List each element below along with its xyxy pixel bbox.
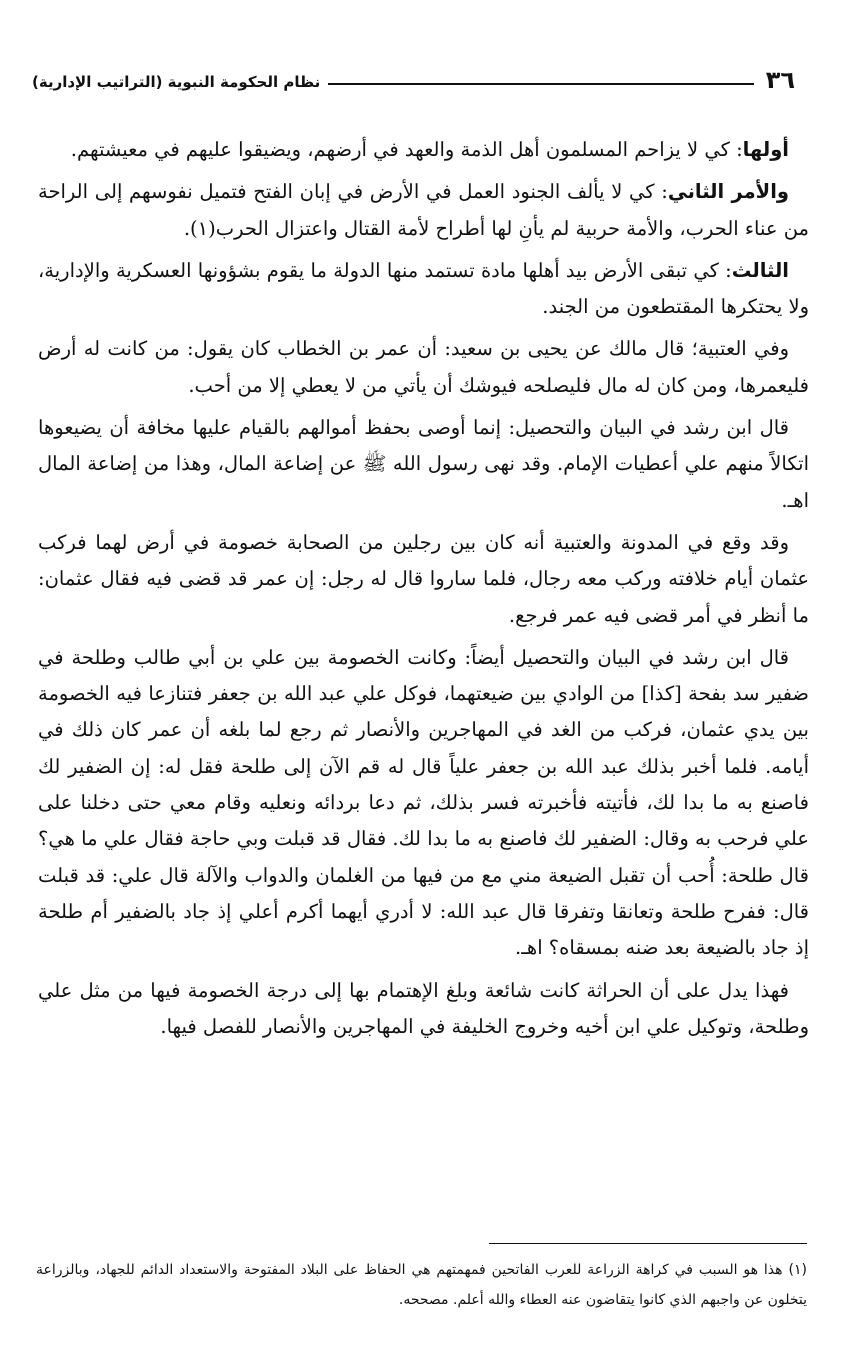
paragraph-text: قال ابن رشد في البيان والتحصيل أيضاً: وكانت الخصومة بين علي بن أبي طالب وطلحة في ضفير سد بفحة [كذا] من الوادي بين ضيعتهما، فوكل علي عبد الله بن جعفر فتنازعا فيه الخصومة بين يدي عثمان، فركب من الغد في المهاجرين والأنصار ثم رجع لما بلغه أن عمر كان ذلك في أيامه. فلما أخبر بذلك عبد الله بن جعفر علياً قال له قم الآن إلى طلحة فقل له: إن الضفير لك فاصنع به ما بدا لك، فأتيته فأخبرته فسر بذلك، ثم دعا بردائه ونعليه وقام معي حتى دخلنا على علي فرحب به وقال: الضفير لك فاصنع به ما بدا لك. فقال قد قبلت وبي حاجة فقال علي ما هي؟ قال طلحة: أُحب أن تقبل الضيعة مني مع من فيها من الغلمان والدواب والآلة قال علي: قد قبلت قال: ففرح طلحة وتعانقا وتفرقا قال عبد الله: لا أدري أيهما أكرم أعلي إذ جاد بالضفير أم طلحة إذ جاد بالضيعة بعد ضنه بمسقاه؟ اهـ. bbox=[38, 645, 809, 960]
paragraph-7 bbox=[38, 640, 809, 967]
paragraph-8 bbox=[38, 973, 809, 1046]
paragraph-4 bbox=[38, 331, 809, 404]
header-rule bbox=[328, 83, 753, 85]
footnote-text: هذا هو السبب في كراهة الزراعة للعرب الفاتحين فمهمتهم هي الحفاظ على البلاد المفتوحة والاستعداد الدائم للجهاد، وبالزراعة يتخلون عن واجبهم الذي كانوا يتقاضون عنه العطاء والله أعلم. مصححه. bbox=[36, 1262, 807, 1308]
paragraph-lead: الثالث bbox=[731, 258, 789, 282]
paragraph-text: فهذا يدل على أن الحراثة كانت شائعة وبلغ الإهتمام بها إلى درجة الخصومة فيها من مثل علي وطلحة، وتوكيل علي ابن أخيه وخروج الخليفة في المهاجرين والأنصار للفصل فيها. bbox=[38, 978, 809, 1038]
page-header bbox=[32, 58, 795, 92]
footnote-marker: (١) bbox=[788, 1262, 807, 1278]
paragraph-lead: أولها bbox=[742, 138, 789, 161]
paragraph-text: وقد وقع في المدونة والعتبية أنه كان بين رجلين من الصحابة خصومة في أرض لهما فركب عثمان أيام خلافته وركب معه رجال، فلما ساروا قال له رجل: إن عمر قد قضى فيه فقال عثمان: ما أنظر في أمر قضى فيه عمر فرجع. bbox=[38, 530, 809, 627]
paragraph-text: : كي لا يألف الجنود العمل في الأرض في إبان الفتح فتميل نفوسهم إلى الراحة من عناء الحرب، والأمة حربية لم يأنِ لها أطراح لأمة القتال واعتزال الحرب(١). bbox=[38, 180, 809, 240]
footnotes bbox=[36, 1255, 807, 1315]
footnote-separator bbox=[489, 1243, 807, 1244]
paragraph-text: : كي تبقى الأرض بيد أهلها مادة تستمد منها الدولة ما يقوم بشؤونها العسكرية والإدارية، ولا يحتكرها المقتطعون من الجند. bbox=[38, 258, 809, 319]
paragraph-text: قال ابن رشد في البيان والتحصيل: إنما أوصى بحفظ أموالهم بالقيام عليها مخافة أن يضيعوها اتكالاً منهم علي أعطيات الإمام. وقد نهى رسول الله ﷺ عن إضاعة المال، وهذا من إضاعة المال اهـ. bbox=[38, 416, 809, 512]
running-head: نظام الحكومة النبوية (التراتيب الإدارية) bbox=[32, 73, 321, 91]
footnote-item bbox=[36, 1255, 807, 1315]
paragraph-5 bbox=[38, 410, 809, 519]
paragraph-text: وفي العتبية؛ قال مالك عن يحيى بن سعيد: أن عمر بن الخطاب كان يقول: من كانت له أرض فليعمرها، ومن كان له مال فليصلحه فيوشك أن يأتي من لا يعطي إلا من أحب. bbox=[38, 337, 809, 397]
paragraph-2 bbox=[38, 174, 809, 247]
paragraph-lead: والأمر الثاني bbox=[667, 180, 789, 204]
body-text bbox=[38, 132, 809, 1051]
paragraph-6 bbox=[38, 525, 809, 634]
page-number: ٣٦ bbox=[765, 66, 795, 94]
paragraph-1 bbox=[38, 132, 809, 168]
paragraph-text: : كي لا يزاحم المسلمون أهل الذمة والعهد في أرضهم، ويضيقوا عليهم في معيشتهم. bbox=[70, 138, 743, 161]
paragraph-3 bbox=[38, 253, 809, 326]
